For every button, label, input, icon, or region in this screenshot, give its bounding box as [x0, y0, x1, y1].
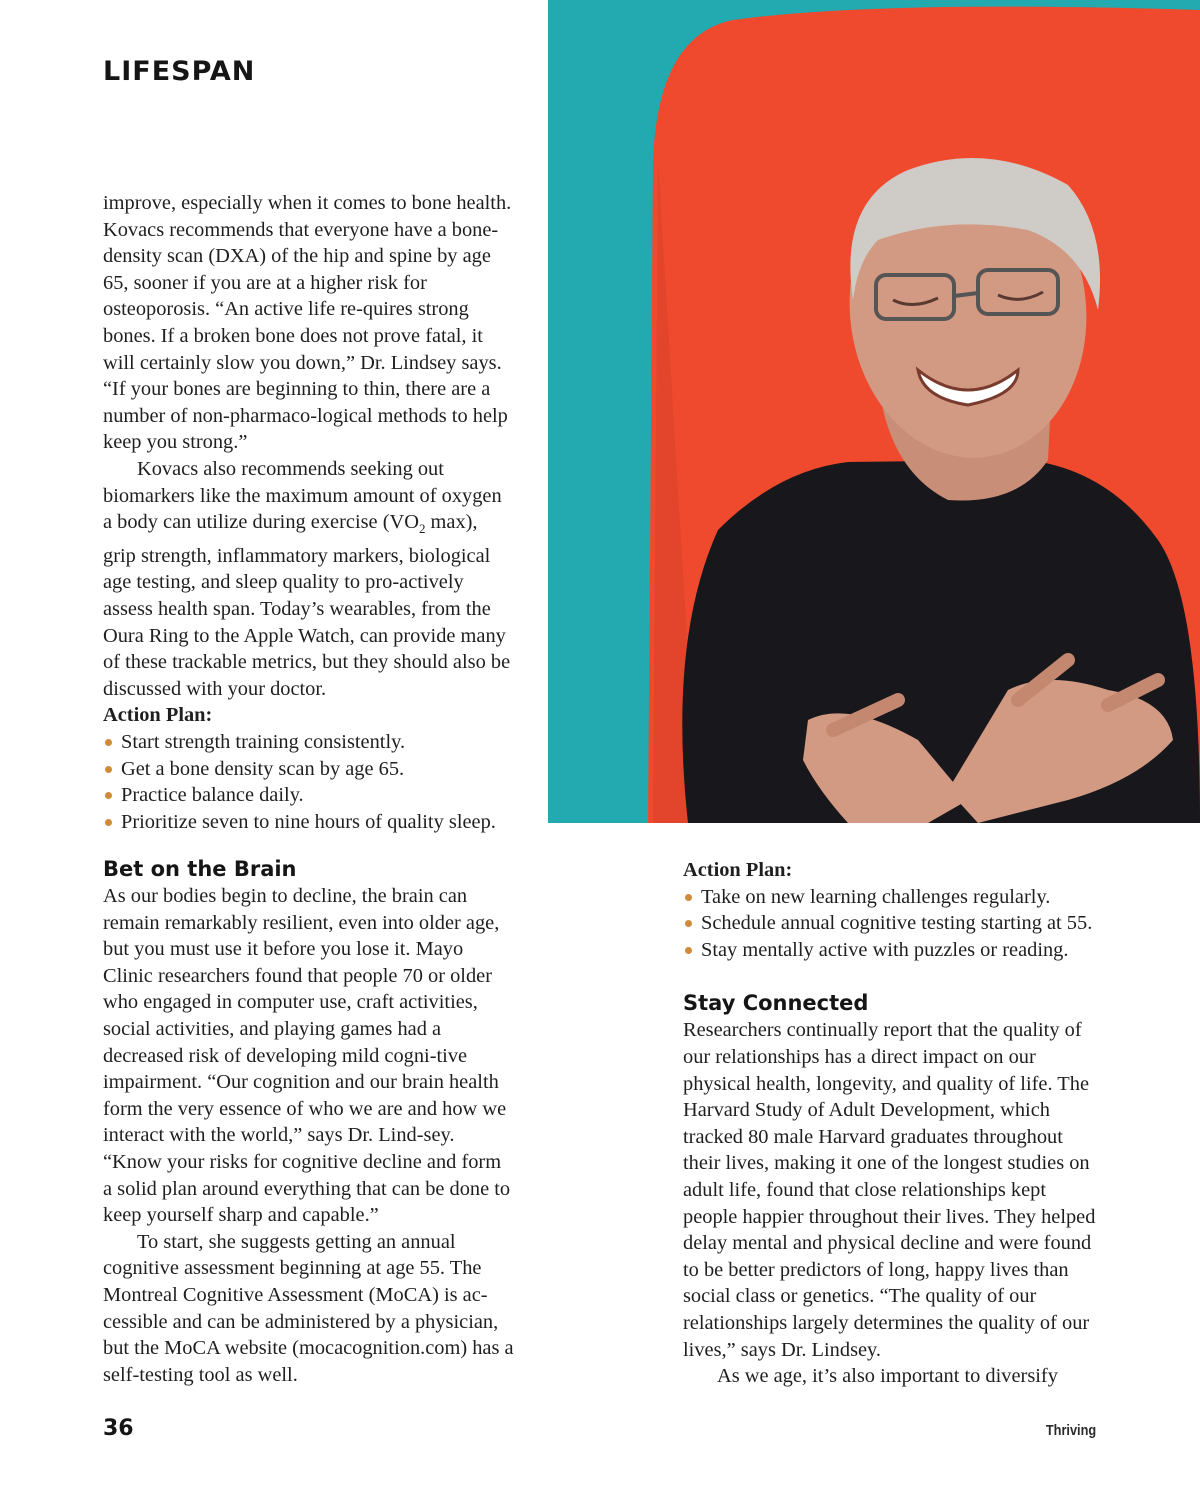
body-paragraph: As our bodies begin to decline, the brain can remain remarkably resilient, even into older age, but you must use it before you lose it. Mayo Clinic researchers found that people 70 or older who engaged in computer use, craft activities, social activities, and playing games had a decreased risk of developing mild cogni-tive impairment. “Our cognition and our brain health form the very essence of who we are and how we interact with the world,” says Dr. Lind-sey. “Know your risks for cognitive decline and form a solid plan around everything that can be done to keep yourself sharp and capable.” — [103, 885, 511, 1227]
text-run: Kovacs also recommends seeking out biomarkers like the maximum amount of oxygen a body can utilize during exercise (VO — [103, 457, 502, 534]
photo-smiling-man — [548, 0, 1200, 823]
action-plan-label: Action Plan: — [103, 704, 213, 727]
body-paragraph: To start, she suggests getting an annual cognitive assessment beginning at age 55. The Montreal Cognitive Assessment (MoCA) is ac-cessible and can be administered by a physician, but the MoCA website (mocacognition.com) has a self-testing tool as well. — [103, 1230, 514, 1386]
left-column-bottom — [103, 855, 515, 1388]
subscript: 2 — [418, 521, 426, 537]
list-item: Practice balance daily. — [103, 782, 513, 809]
section-label: LIFESPAN — [103, 56, 256, 87]
publication-name: Thriving — [1045, 1422, 1096, 1439]
action-plan-list — [683, 884, 1098, 964]
action-plan-list — [103, 729, 513, 835]
body-paragraph: improve, especially when it comes to bone health. Kovacs recommends that everyone have a bone-density scan (DXA) of the hip and spine by age 65, sooner if you are at a higher risk for osteoporosis. “An active life re-quires strong bones. If a broken bone does not prove fatal, it will certainly slow you down,” Dr. Lindsey says. “If your bones are beginning to thin, there are a number of non-pharmaco-logical methods to help keep you strong.” — [103, 192, 512, 454]
action-plan-label: Action Plan: — [683, 859, 793, 881]
section-heading-brain: Bet on the Brain — [103, 857, 297, 881]
body-paragraph: Researchers continually report that the quality of our relationships has a direct impact on our physical health, longevity, and quality of life. The Harvard Study of Adult Development, which tracked 80 male Harvard graduates throughout their lives, making it one of the longest studies on adult life, found that close relationships kept people happier throughout their lives. They helped delay mental and physical decline and were found to be better predictors of long, happy lives than social class or genetics. “The quality of our relationships largely determines the quality of our lives,” says Dr. Lindsey. — [683, 1019, 1096, 1361]
body-paragraph — [103, 456, 513, 702]
list-item: Start strength training consistently. — [103, 729, 513, 756]
list-item: Stay mentally active with puzzles or reading. — [683, 937, 1098, 964]
body-paragraph: As we age, it’s also important to diversify — [717, 1365, 1058, 1388]
list-item: Prioritize seven to nine hours of quality sleep. — [103, 809, 513, 836]
list-item: Take on new learning challenges regularly. — [683, 884, 1098, 911]
list-item: Get a bone density scan by age 65. — [103, 756, 513, 783]
list-item: Schedule annual cognitive testing starting at 55. — [683, 910, 1098, 937]
page-number: 36 — [103, 1416, 134, 1441]
right-column — [683, 857, 1098, 1390]
text-run: max), grip strength, inflammatory markers, biological age testing, and sleep quality to pro-actively assess health span. Today’s wearables, from the Oura Ring to the Apple Watch, can provide many of these trackable metrics, but they should also be discussed with your doctor. — [103, 511, 511, 700]
left-column-top — [103, 190, 513, 835]
section-heading-connected: Stay Connected — [683, 991, 869, 1016]
